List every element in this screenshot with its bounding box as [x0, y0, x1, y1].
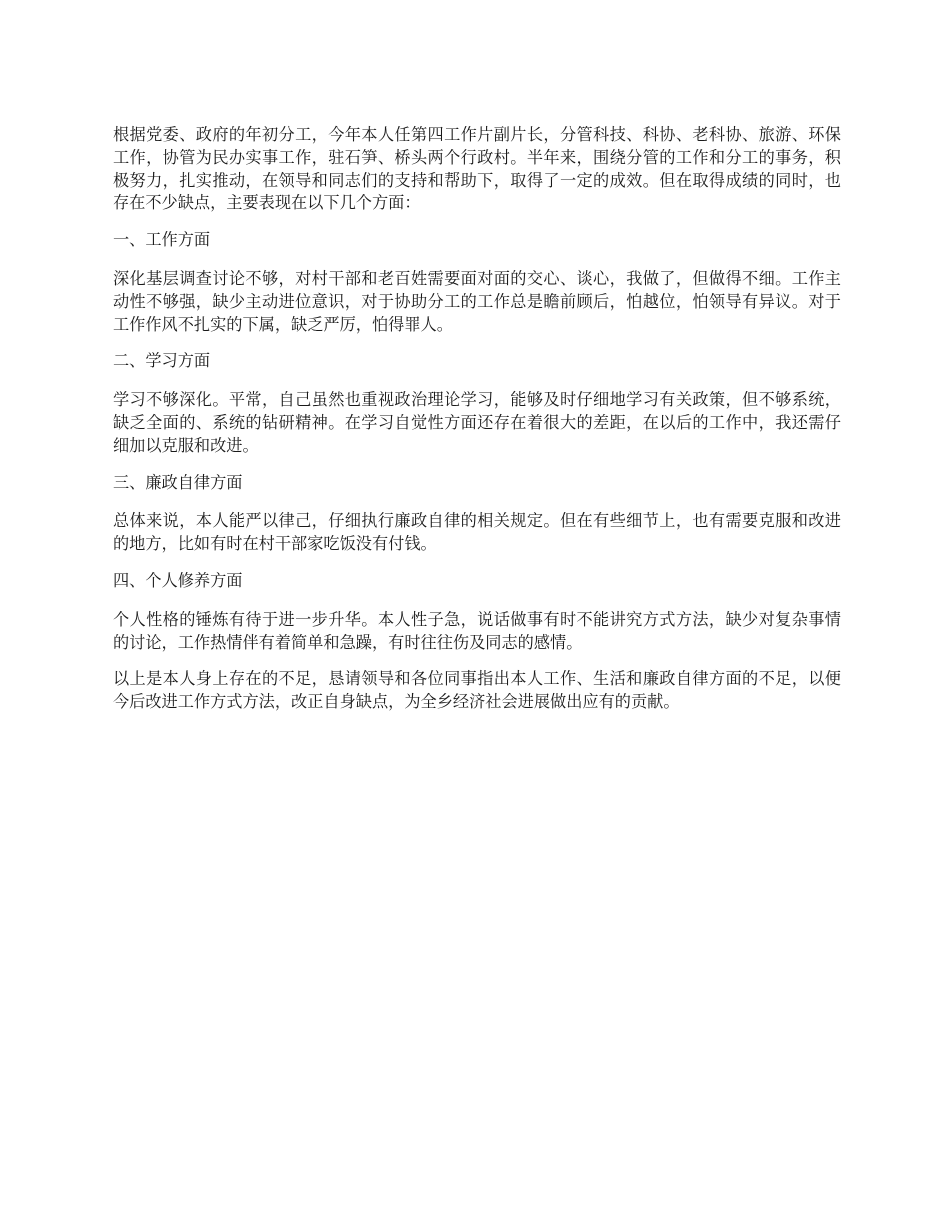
study-paragraph: 学习不够深化。平常，自己虽然也重视政治理论学习，能够及时仔细地学习有关政策，但不够系统，缺乏全面的、系统的钻研精神。在学习自觉性方面还存在着很大的差距，在以后的工作中，我还需仔细加以克服和改进。: [113, 390, 841, 455]
section-heading-self-cultivation: 四、个人修养方面: [113, 570, 243, 590]
section-heading-work: 一、工作方面: [113, 230, 211, 250]
integrity-paragraph: 总体来说，本人能严以律己，仔细执行廉政自律的相关规定。但在有些细节上，也有需要克服和改进的地方，比如有时在村干部家吃饭没有付钱。: [113, 511, 841, 554]
document-body: [113, 124, 841, 728]
section-heading-study: 二、学习方面: [113, 351, 211, 371]
self-cultivation-paragraph: 个人性格的锤炼有待于进一步升华。本人性子急，说话做事有时不能讲究方式方法，缺少对复杂事情的讨论，工作热情伴有着简单和急躁，有时往往伤及同志的感情。: [113, 609, 841, 652]
work-paragraph: 深化基层调查讨论不够，对村干部和老百姓需要面对面的交心、谈心，我做了，但做得不细。工作主动性不够强，缺少主动进位意识，对于协助分工的工作总是瞻前顾后，怕越位，怕领导有异议。对于工作作风不扎实的下属，缺乏严厉，怕得罪人。: [113, 268, 841, 334]
closing-paragraph: 以上是本人身上存在的不足，恳请领导和各位同事指出本人工作、生活和廉政自律方面的不足，以便今后改进工作方式方法，改正自身缺点，为全乡经济社会进展做出应有的贡献。: [113, 669, 841, 712]
intro-paragraph: 根据党委、政府的年初分工，今年本人任第四工作片副片长，分管科技、科协、老科协、旅游、环保工作，协管为民办实事工作，驻石笋、桥头两个行政村。半年来，围绕分管的工作和分工的事务，积极努力，扎实推动，在领导和同志们的支持和帮助下，取得了一定的成效。但在取得成绩的同时，也存在不少缺点，主要表现在以下几个方面：: [113, 125, 841, 213]
section-heading-integrity: 三、廉政自律方面: [113, 472, 243, 492]
